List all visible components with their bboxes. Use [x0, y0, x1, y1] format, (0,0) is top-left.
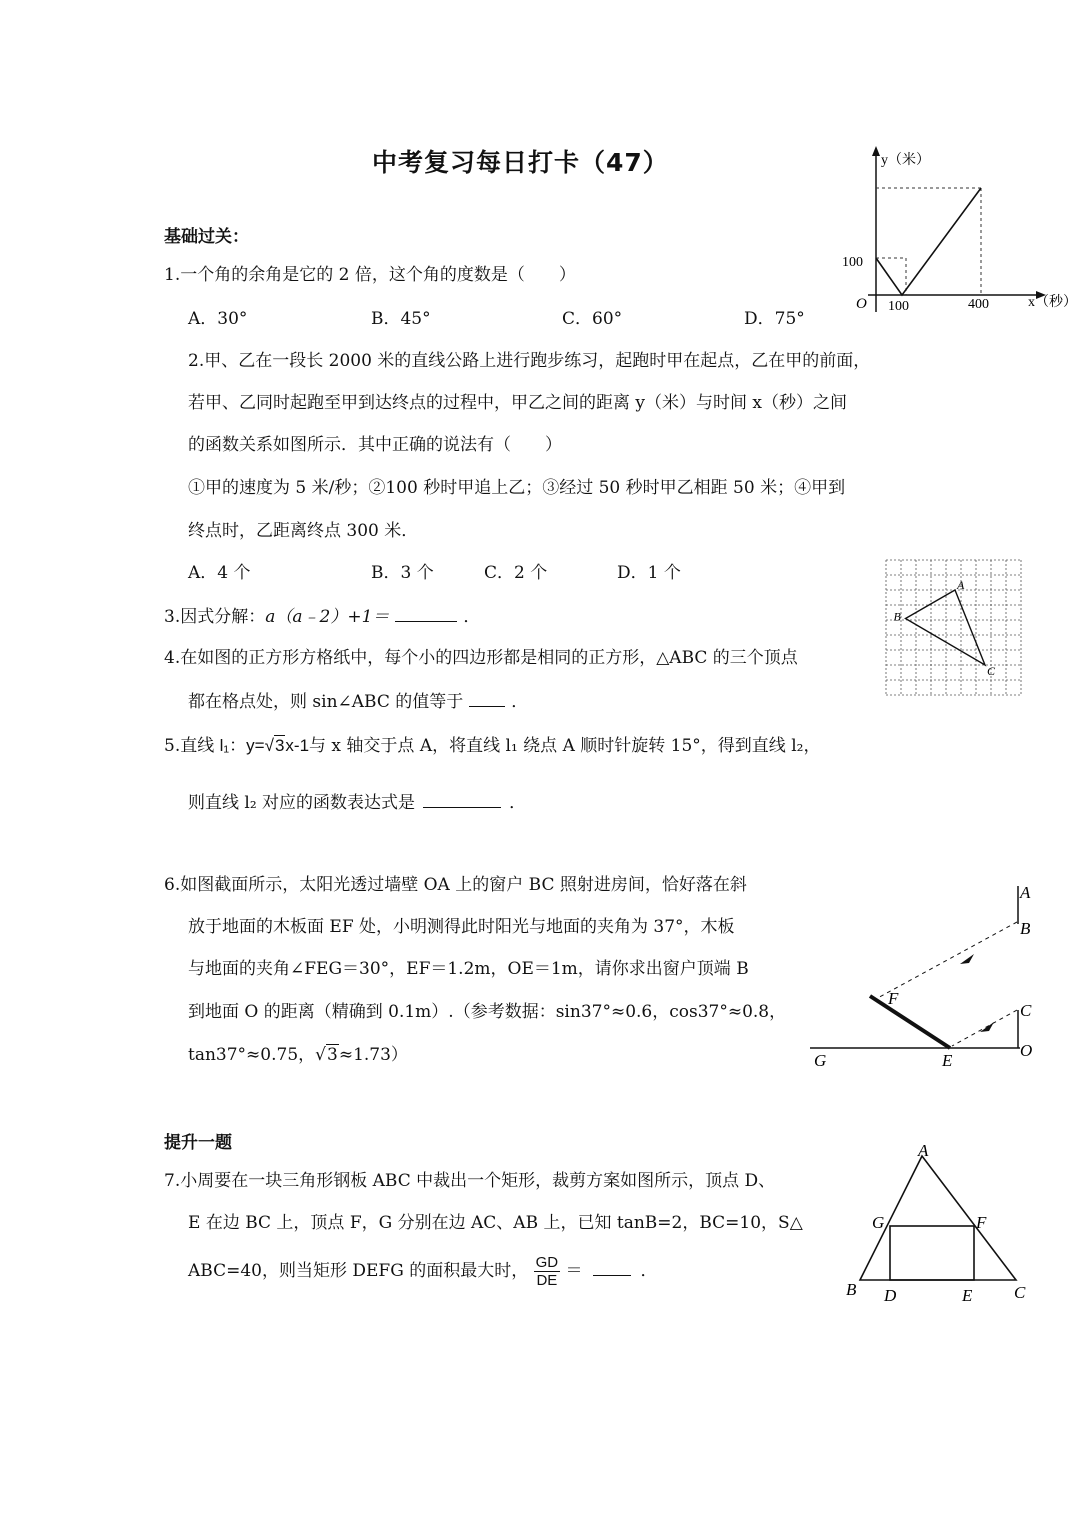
- q5-equation-a: y=: [246, 736, 265, 755]
- q1-option-c: C．60°: [562, 309, 623, 329]
- q4-answer-blank: [469, 690, 505, 707]
- section-advanced-heading: 提升一题: [164, 1133, 232, 1153]
- q7-line-3a: ABC=40，则当矩形 DEFG 的面积最大时，: [188, 1261, 529, 1281]
- q2-line-4: ①甲的速度为 5 米/秒；②100 秒时甲追上乙；③经过 50 秒时甲乙相距 50 米；④甲到: [188, 478, 846, 498]
- q3-suffix: ．: [463, 607, 481, 627]
- q4-suffix: ．: [511, 692, 529, 712]
- q7-line-1: 7.小周要在一块三角形钢板 ABC 中裁出一个矩形，裁剪方案如图所示，顶点 D、: [164, 1171, 776, 1191]
- q6-line-5: tan37°≈0.75，√3≈1.73）: [188, 1045, 408, 1065]
- q7-equals: ＝: [565, 1261, 583, 1281]
- label-o: O: [1020, 1041, 1033, 1060]
- q7-line-2: E 在边 BC 上，顶点 F，G 分别在边 AC、AB 上，已知 tanB=2，BC=10，S△: [188, 1213, 803, 1233]
- q7-fraction-numerator: GD: [535, 1254, 559, 1271]
- y-label: y（米）: [881, 153, 930, 168]
- q4-line-2: [188, 690, 528, 713]
- q6-line-1: 6.如图截面所示，太阳光透过墙壁 OA 上的窗户 BC 照射进房间，恰好落在斜: [164, 875, 747, 895]
- q3-expression: a（a﹣2）+1＝: [265, 607, 390, 627]
- q4-line-1: 4.在如图的正方形方格纸中，每个小的四边形都是相同的正方形，△ABC 的三个顶点: [164, 648, 798, 668]
- x-label: x（秒）: [1028, 295, 1077, 310]
- q6-sunlight-figure: [810, 876, 1040, 1076]
- q4-grid-figure: [880, 556, 1026, 698]
- q2-option-b: B．3 个: [371, 563, 434, 583]
- q6-line-4: 到地面 O 的距离（精确到 0.1m）.（参考数据：sin37°≈0.6，cos37°≈0.8，: [188, 1002, 787, 1022]
- label-a: A: [1020, 883, 1031, 902]
- label-g: G: [872, 1213, 885, 1232]
- q3-prefix: 3.因式分解：: [164, 607, 266, 627]
- label-g: G: [814, 1051, 827, 1070]
- q2-line-1: 2.甲、乙在一段长 2000 米的直线公路上进行跑步练习，起跑时甲在起点，乙在甲的前面，: [188, 351, 871, 371]
- q6-line-3: 与地面的夹角∠FEG＝30°，EF＝1.2m，OE＝1m，请你求出窗户顶端 B: [188, 959, 749, 979]
- q5-prefix: 5.直线: [164, 736, 215, 756]
- origin-label: O: [856, 296, 867, 312]
- q5-suffix: ．: [509, 793, 527, 813]
- y-tick-100: 100: [842, 255, 863, 270]
- q2-option-d: D．1 个: [617, 563, 681, 583]
- label-c: C: [1020, 1001, 1032, 1020]
- q1-option-d: D．75°: [744, 309, 805, 329]
- q5-line-l1: l₁：: [219, 736, 247, 755]
- y-axis-arrow: [872, 146, 880, 156]
- q5-root: 3: [274, 736, 285, 755]
- q7-line-3: [188, 1254, 658, 1289]
- q1-stem: 1.一个角的余角是它的 2 倍，这个角的度数是（ ）: [164, 265, 576, 285]
- q6-line-2: 放于地面的木板面 EF 处，小明测得此时阳光与地面的夹角为 37°，木板: [188, 917, 735, 937]
- graph-line: [876, 188, 981, 295]
- label-a: A: [918, 1141, 929, 1160]
- q5-line-2: [188, 791, 526, 814]
- x-tick-400: 400: [968, 297, 989, 312]
- q5-line-1: 5.直线 l₁：y=√3x-1与 x 轴交于点 A，将直线 l₁ 绕点 A 顺时针旋转 15°，得到直线 l₂，: [164, 736, 821, 756]
- q5-line-2-text: 则直线 l₂ 对应的函数表达式是: [188, 793, 416, 813]
- q6-root: 3: [327, 1045, 338, 1065]
- q7-fraction-denominator: DE: [536, 1272, 558, 1289]
- label-f: F: [888, 989, 899, 1008]
- q1-option-a: A．30°: [188, 309, 248, 329]
- q4-line-2-text: 都在格点处，则 sin∠ABC 的值等于: [188, 692, 464, 712]
- q1-option-b: B．45°: [371, 309, 431, 329]
- ray-arrow-upper: [960, 954, 974, 964]
- q3-answer-blank: [395, 605, 457, 622]
- ray-arrow-lower: [980, 1022, 994, 1032]
- q2-line-2: 若甲、乙同时起跑至甲到达终点的过程中，甲乙之间的距离 y（米）与时间 x（秒）之间: [188, 393, 847, 413]
- page-title: 中考复习每日打卡（47）: [372, 148, 669, 177]
- q7-fraction: [534, 1254, 561, 1289]
- label-d: D: [884, 1286, 897, 1305]
- label-c: C: [1014, 1283, 1026, 1302]
- label-e: E: [962, 1286, 973, 1305]
- q6-line-5a: tan37°≈0.75，: [188, 1045, 316, 1065]
- q7-suffix: ．: [640, 1261, 658, 1281]
- q6-line-5b: ≈1.73）: [338, 1045, 408, 1065]
- triangle-abc: [906, 590, 986, 665]
- label-a: A: [957, 578, 965, 592]
- q7-triangle-figure: [838, 1138, 1038, 1308]
- q2-option-a: A．4 个: [188, 563, 251, 583]
- wooden-board-ef: [870, 996, 950, 1048]
- section-basic-heading: 基础过关：: [164, 227, 249, 247]
- label-e: E: [942, 1051, 953, 1070]
- rectangle-defg: [890, 1226, 974, 1280]
- label-b: B: [893, 609, 901, 624]
- q5-answer-blank: [423, 791, 501, 808]
- label-b: B: [846, 1280, 857, 1299]
- q2-distance-time-graph: [838, 140, 1078, 320]
- q3-line: [164, 605, 480, 628]
- light-ray-ce: [952, 1010, 1017, 1046]
- q5-rest: 与 x 轴交于点 A，将直线 l₁ 绕点 A 顺时针旋转 15°，得到直线 l₂，: [309, 736, 821, 756]
- x-tick-100: 100: [888, 299, 909, 314]
- label-f: F: [976, 1213, 987, 1232]
- q2-line-3: 的函数关系如图所示．其中正确的说法有（ ）: [188, 435, 562, 455]
- q2-line-5: 终点时，乙距离终点 300 米．: [188, 521, 419, 541]
- label-c: C: [987, 664, 996, 678]
- q5-equation-b: x-1: [285, 736, 310, 755]
- q7-answer-blank: [593, 1259, 631, 1276]
- q2-option-c: C．2 个: [484, 563, 548, 583]
- label-b: B: [1020, 919, 1031, 938]
